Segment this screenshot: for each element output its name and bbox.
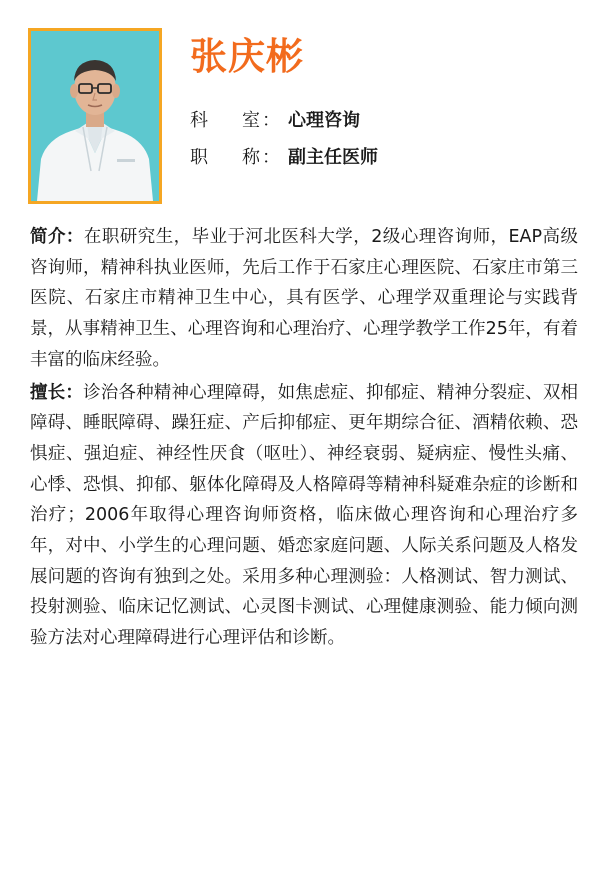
intro-label: 简介： bbox=[30, 227, 84, 247]
profile-text bbox=[30, 222, 578, 656]
intro-paragraph bbox=[30, 222, 578, 376]
title-colon: ： bbox=[262, 147, 280, 168]
title-value: 副主任医师 bbox=[288, 147, 378, 168]
intro-text: 在职研究生，毕业于河北医科大学，2级心理咨询师，EAP高级咨询师，精神科执业医师，先后工作于石家庄心理医院、石家庄市第三医院、石家庄市精神卫生中心，具有医学、心理学双重理论与实践背景，从事精神卫生、心理咨询和心理治疗、心理学教学工作25年，有着丰富的临床经验。 bbox=[30, 227, 578, 370]
expertise-label: 擅长： bbox=[30, 382, 84, 403]
expertise-text: 诊治各种精神心理障碍，如焦虑症、抑郁症、精神分裂症、双相障碍、睡眠障碍、躁狂症、产后抑郁症、更年期综合征、酒精依赖、恐惧症、强迫症、神经性厌食（呕吐）、神经衰弱、疑病症、慢性头痛、心悸、恐惧、抑郁、躯体化障碍及人格障碍等精神科疑难杂症的诊断和治疗；2006年取得心理咨询师资格，临床做心理咨询和心理治疗多年，对中、小学生的心理问题、婚恋家庭问题、人际关系问题及人格发展问题的咨询有独到之处。采用多种心理测验：人格测试、智力测试、投射测验、临床记忆测试、心灵图卡测试、心理健康测验、能力倾向测验方法对心理障碍进行心理评估和诊断。 bbox=[30, 382, 579, 649]
department-value: 心理咨询 bbox=[288, 110, 360, 131]
department-label: 科 室 bbox=[190, 110, 260, 131]
doctor-name: 张庆彬 bbox=[190, 35, 304, 78]
department-row bbox=[190, 108, 360, 134]
title-label: 职 称 bbox=[190, 147, 260, 168]
doctor-photo bbox=[28, 28, 162, 204]
title-row bbox=[190, 145, 378, 171]
doctor-portrait-image bbox=[31, 31, 159, 201]
expertise-paragraph bbox=[30, 378, 578, 654]
department-colon: ： bbox=[262, 110, 280, 131]
